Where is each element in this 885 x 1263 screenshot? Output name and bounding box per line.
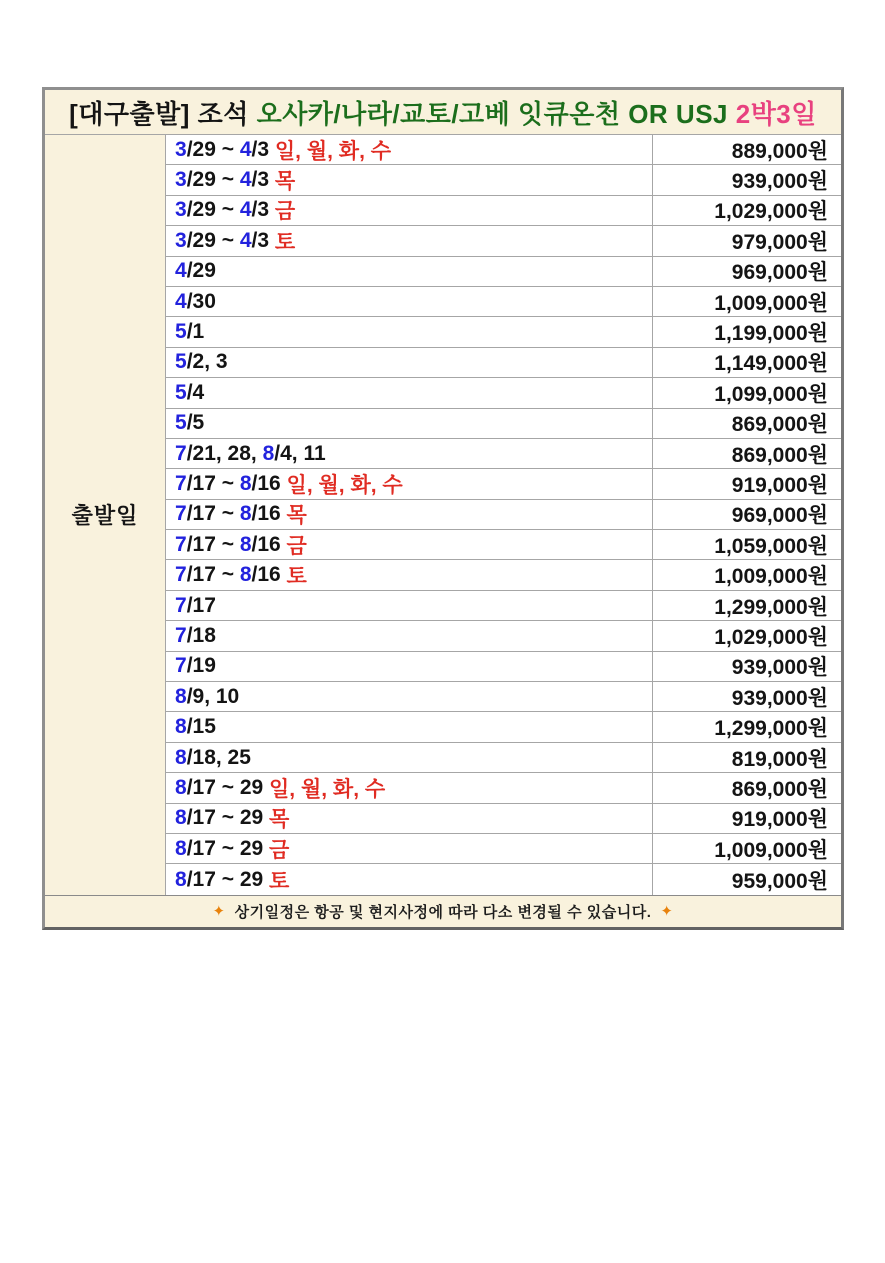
price-cell: 939,000원	[652, 682, 841, 711]
text-segment: 5	[175, 411, 187, 435]
text-segment: /17	[186, 593, 216, 617]
text-segment: /29	[186, 259, 216, 283]
price-cell: 1,299,000원	[652, 712, 841, 741]
price-cell: 1,009,000원	[652, 287, 841, 316]
text-segment: 오사카/나라/교토/고베 잇큐온천 OR USJ	[256, 98, 736, 129]
table-row	[166, 773, 841, 803]
footer-note-text: 상기일정은 항공 및 현지사정에 따라 다소 변경될 수 있습니다.	[234, 903, 652, 921]
text-segment: 7	[175, 502, 187, 526]
text-segment: /2, 3	[186, 350, 228, 374]
table-row	[166, 257, 841, 287]
text-segment: /15	[186, 715, 216, 739]
text-segment: 3	[175, 198, 187, 222]
table-row	[166, 439, 841, 469]
departure-date-cell	[166, 196, 652, 225]
text-segment: 8	[175, 684, 187, 708]
price-cell: 869,000원	[652, 409, 841, 438]
text-segment: /30	[186, 289, 216, 313]
text-segment: 토	[286, 565, 307, 589]
price-cell: 889,000원	[652, 135, 841, 164]
departure-date-cell	[166, 378, 652, 407]
text-segment: 토	[274, 230, 296, 254]
table-row	[166, 591, 841, 621]
price-cell: 819,000원	[652, 743, 841, 772]
table-row	[166, 864, 841, 894]
text-segment: /4	[186, 380, 205, 404]
text-segment: 일, 월, 화, 수	[269, 777, 386, 801]
text-segment: 7	[175, 532, 187, 556]
table-row	[166, 743, 841, 773]
text-segment: 8	[175, 806, 187, 830]
text-segment: /29 ~	[186, 228, 240, 252]
departure-date-cell	[166, 469, 652, 498]
text-segment: 5	[175, 320, 187, 344]
text-segment: /21, 28,	[186, 441, 263, 465]
text-segment: 7	[175, 471, 187, 495]
price-cell: 1,149,000원	[652, 348, 841, 377]
text-segment: /3	[251, 168, 275, 192]
tour-price-table	[42, 87, 844, 930]
table-row	[166, 530, 841, 560]
text-segment: 7	[175, 593, 187, 617]
text-segment: /17 ~ 29	[186, 867, 270, 891]
price-cell: 939,000원	[652, 165, 841, 194]
text-segment: /17 ~ 29	[186, 775, 270, 799]
price-cell: 1,299,000원	[652, 591, 841, 620]
departure-date-cell	[166, 439, 652, 468]
footer-note	[45, 895, 841, 927]
text-segment: 8	[239, 532, 252, 556]
table-row	[166, 409, 841, 439]
row-header-departure-date: 출발일	[45, 135, 166, 895]
text-segment: /17 ~	[186, 502, 240, 526]
departure-date-cell	[166, 226, 652, 255]
text-segment: /16	[251, 471, 287, 495]
text-segment: 4	[175, 259, 187, 283]
departure-date-cell	[166, 317, 652, 346]
departure-date-cell	[166, 804, 652, 833]
table-row	[166, 317, 841, 347]
table-row	[166, 804, 841, 834]
text-segment: /18	[186, 623, 216, 647]
text-segment: /17 ~	[186, 563, 240, 587]
text-segment: 8	[262, 441, 275, 465]
price-cell: 1,029,000원	[652, 621, 841, 650]
table-row	[166, 652, 841, 682]
text-segment: 8	[175, 836, 187, 860]
table-row	[166, 500, 841, 530]
price-cell: 1,199,000원	[652, 317, 841, 346]
text-segment: 3	[175, 228, 187, 252]
price-cell: 1,009,000원	[652, 834, 841, 863]
departure-date-cell	[166, 135, 652, 164]
text-segment: /18, 25	[186, 745, 251, 769]
departure-date-cell	[166, 712, 652, 741]
departure-date-cell	[166, 591, 652, 620]
text-segment: 4	[239, 198, 252, 222]
departure-date-cell	[166, 165, 652, 194]
price-cell: 1,029,000원	[652, 196, 841, 225]
table-row	[166, 348, 841, 378]
text-segment: 2박3일	[735, 98, 817, 129]
text-segment: 일, 월, 화, 수	[274, 139, 392, 163]
text-segment: 8	[175, 715, 187, 739]
sparkle-icon: ✦	[212, 903, 226, 921]
price-cell: 1,059,000원	[652, 530, 841, 559]
text-segment: 8	[239, 502, 252, 526]
price-cell: 959,000원	[652, 864, 841, 894]
text-segment: /16	[251, 532, 287, 556]
price-cell: 919,000원	[652, 804, 841, 833]
table-row	[166, 469, 841, 499]
text-segment: 4	[239, 228, 252, 252]
sparkle-icon: ✦	[660, 903, 674, 921]
table-row	[166, 712, 841, 742]
text-segment: 7	[175, 563, 187, 587]
text-segment: /3	[251, 198, 275, 222]
price-cell: 919,000원	[652, 469, 841, 498]
text-segment: [대구출발] 조석	[69, 98, 257, 129]
text-segment: /3	[251, 137, 275, 161]
text-segment: 금	[274, 200, 296, 224]
text-segment: 7	[175, 654, 187, 678]
text-segment: 일, 월, 화, 수	[286, 474, 403, 497]
text-segment: /29 ~	[186, 198, 240, 222]
table-row	[166, 135, 841, 165]
departure-date-cell	[166, 500, 652, 529]
departure-date-cell	[166, 409, 652, 438]
text-segment: /16	[251, 563, 287, 587]
price-cell: 939,000원	[652, 652, 841, 681]
text-segment: 8	[175, 775, 187, 799]
price-cell: 969,000원	[652, 257, 841, 286]
text-segment: 4	[239, 168, 252, 192]
departure-date-cell	[166, 530, 652, 559]
table-rows	[166, 135, 841, 895]
text-segment: 8	[239, 563, 252, 587]
text-segment: 4	[239, 137, 252, 161]
departure-date-cell	[166, 864, 652, 894]
price-cell: 1,099,000원	[652, 378, 841, 407]
text-segment: 목	[286, 504, 307, 528]
text-segment: 8	[175, 867, 187, 891]
text-segment: /4, 11	[274, 441, 326, 465]
text-segment: /29 ~	[186, 137, 240, 161]
text-segment: 금	[286, 534, 307, 558]
price-cell: 979,000원	[652, 226, 841, 255]
text-segment: /29 ~	[186, 168, 240, 192]
departure-date-cell	[166, 773, 652, 802]
text-segment: /17 ~ 29	[186, 836, 270, 860]
text-segment: 4	[175, 289, 187, 313]
table-row	[166, 560, 841, 590]
table-row	[166, 165, 841, 195]
text-segment: 목	[269, 808, 290, 832]
text-segment: 7	[175, 441, 187, 465]
departure-date-cell	[166, 652, 652, 681]
text-segment: /3	[251, 228, 275, 252]
text-segment: 5	[175, 380, 187, 404]
page-title	[45, 90, 841, 135]
text-segment: 7	[175, 623, 187, 647]
table-row	[166, 682, 841, 712]
text-segment: /1	[186, 320, 205, 344]
text-segment: /17 ~	[186, 532, 240, 556]
table-row	[166, 226, 841, 256]
text-segment: 8	[239, 471, 252, 495]
table-row	[166, 378, 841, 408]
text-segment: /19	[186, 654, 216, 678]
price-cell: 1,009,000원	[652, 560, 841, 589]
text-segment: 3	[175, 137, 187, 161]
text-segment: /16	[251, 502, 287, 526]
text-segment: /5	[186, 411, 205, 435]
text-segment: /17 ~	[186, 471, 240, 495]
text-segment: /17 ~ 29	[186, 806, 270, 830]
price-cell: 969,000원	[652, 500, 841, 529]
departure-date-cell	[166, 560, 652, 589]
text-segment: 3	[175, 168, 187, 192]
departure-date-cell	[166, 257, 652, 286]
text-segment: 금	[269, 838, 290, 862]
departure-date-cell	[166, 743, 652, 772]
price-cell: 869,000원	[652, 439, 841, 468]
table-row	[166, 196, 841, 226]
table-row	[166, 834, 841, 864]
text-segment: 8	[175, 745, 187, 769]
table-row	[166, 621, 841, 651]
price-cell: 869,000원	[652, 773, 841, 802]
departure-date-cell	[166, 621, 652, 650]
departure-date-cell	[166, 682, 652, 711]
text-segment: 5	[175, 350, 187, 374]
table-row	[166, 287, 841, 317]
departure-date-cell	[166, 348, 652, 377]
departure-date-cell	[166, 834, 652, 863]
table-body	[45, 135, 841, 895]
text-segment: 목	[274, 170, 296, 194]
departure-date-cell	[166, 287, 652, 316]
text-segment: /9, 10	[186, 684, 240, 708]
text-segment: 토	[269, 869, 290, 893]
